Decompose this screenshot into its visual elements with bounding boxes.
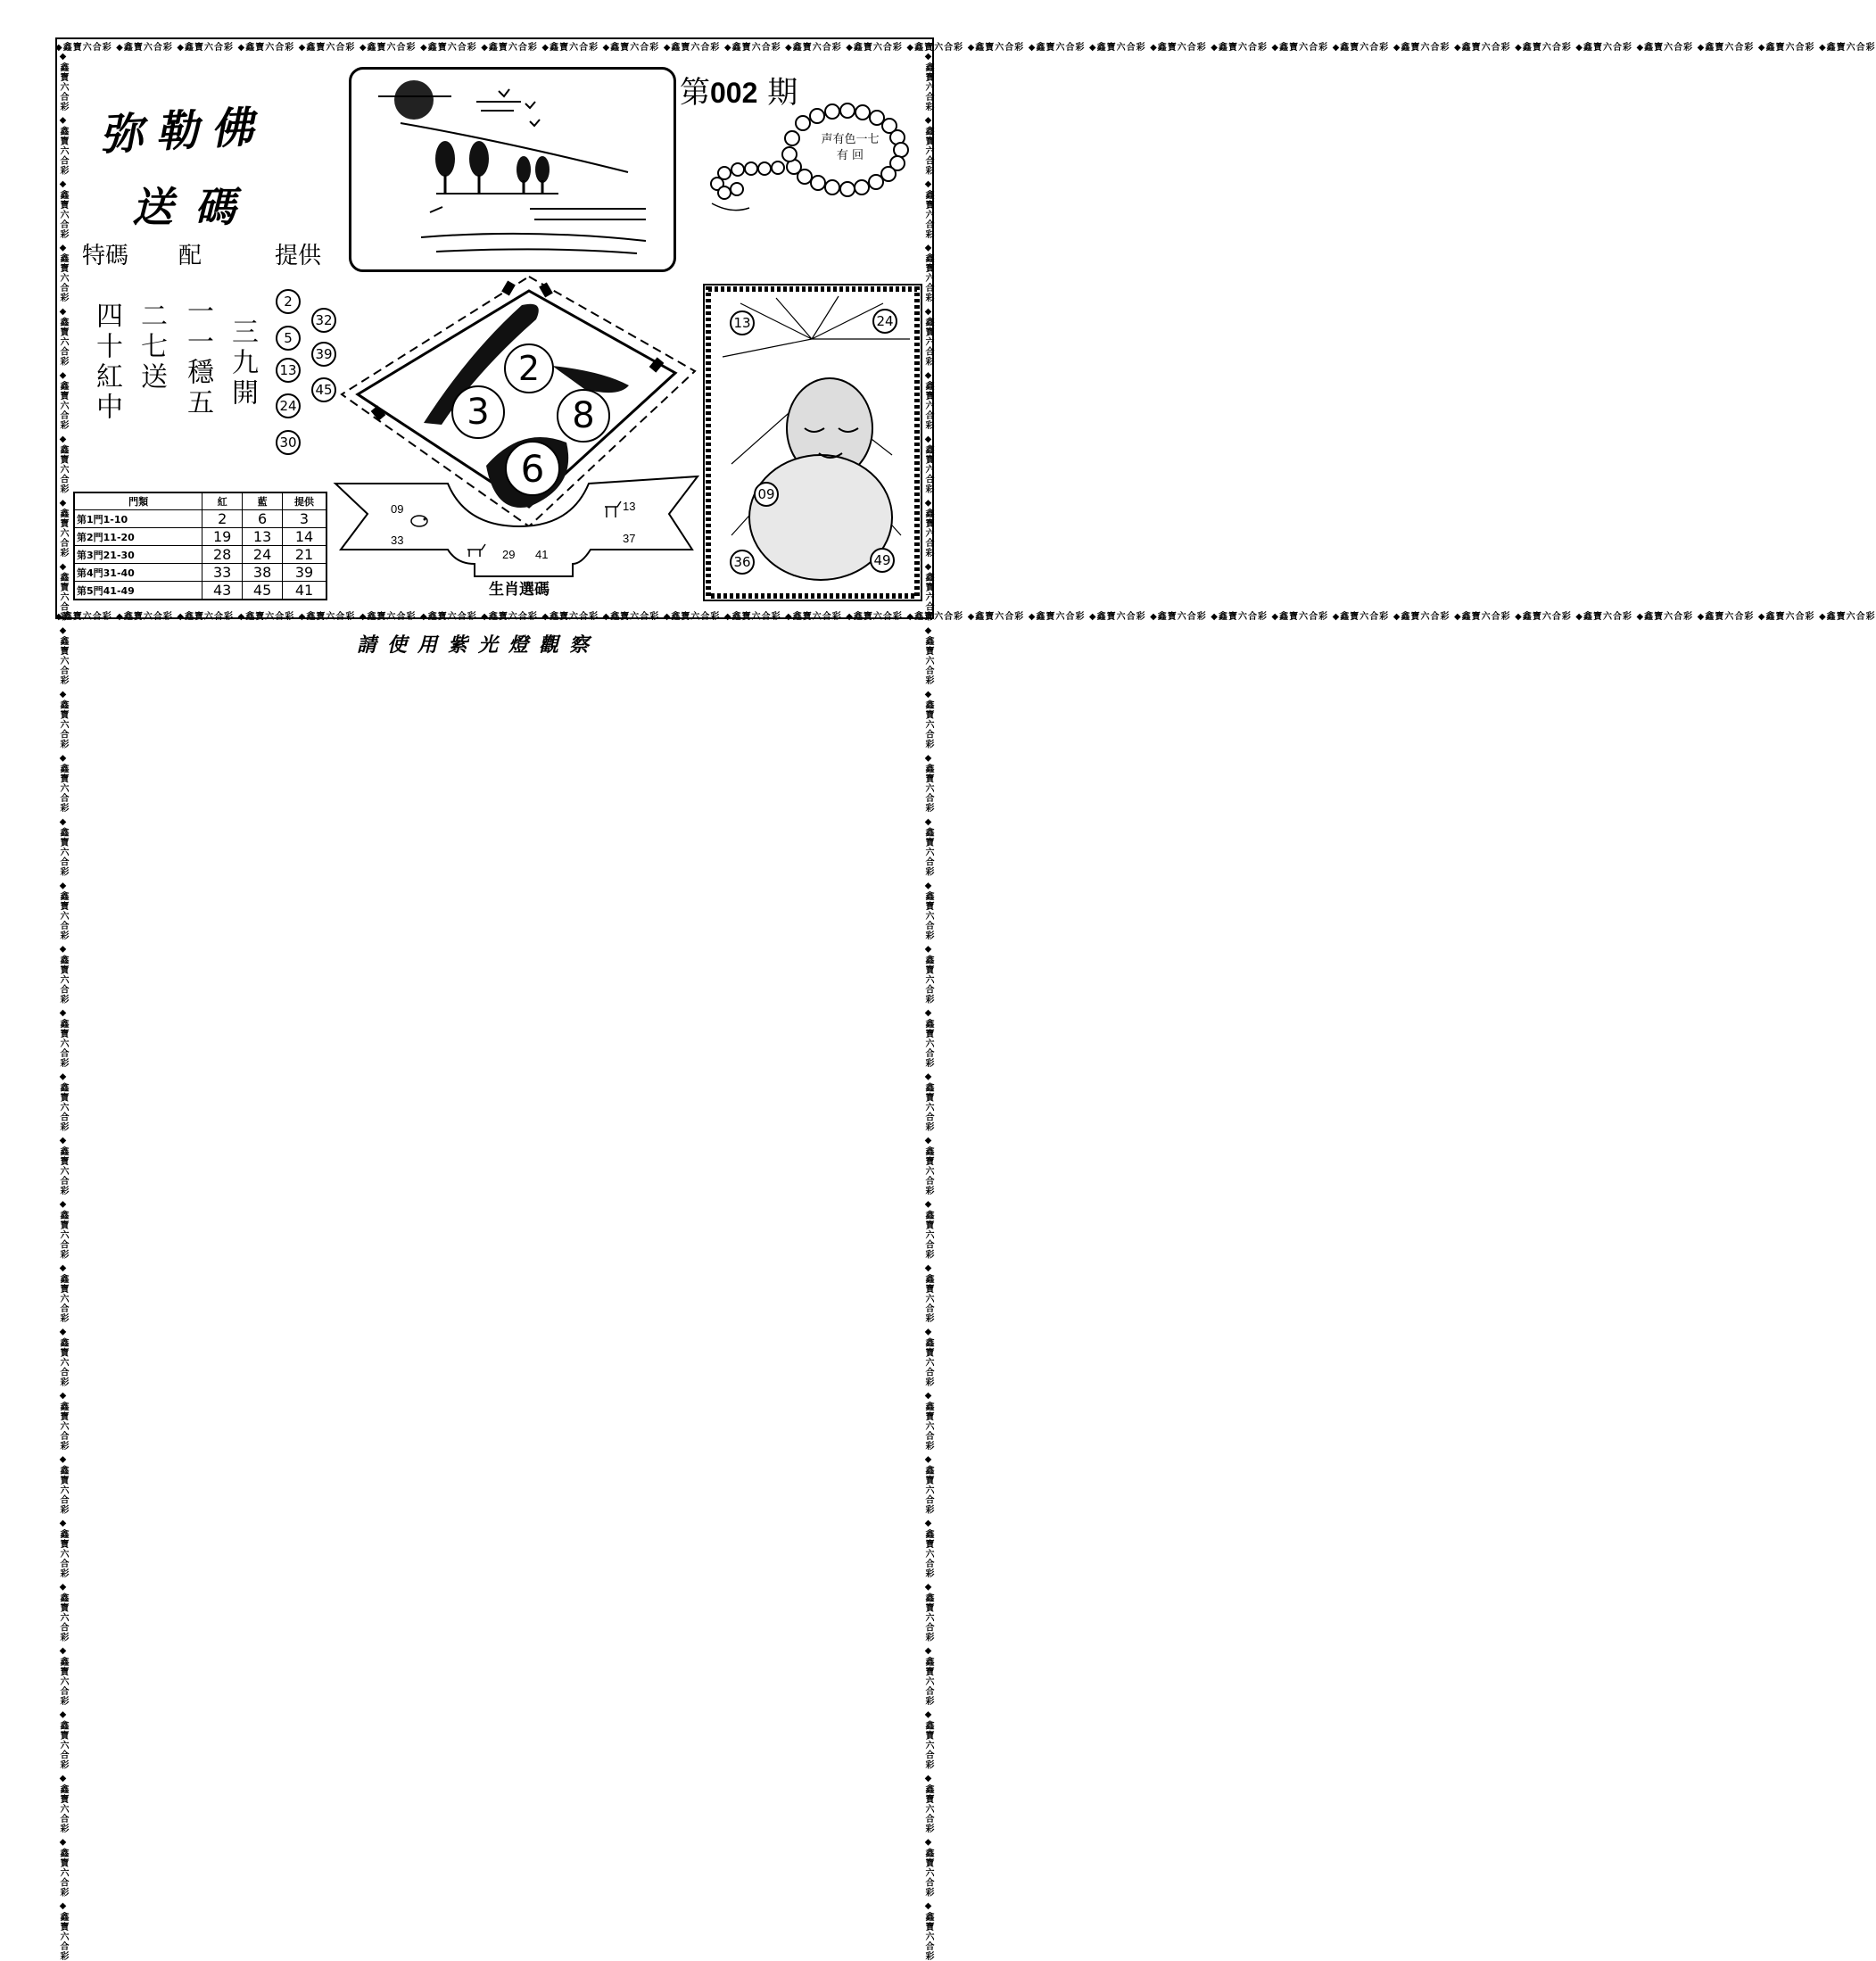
banner-number: 37 [623,532,636,545]
buddha-number: 49 [870,548,895,573]
border-strip-top: ◆鑫寶六合彩 ◆鑫寶六合彩 ◆鑫寶六合彩 ◆鑫寶六合彩 ◆鑫寶六合彩 ◆鑫寶六合彩 ◆鑫寶六合彩 ◆鑫寶六合彩 ◆鑫寶六合彩 ◆鑫寶六合彩 ◆鑫寶六合彩 ◆鑫寶六合彩 ◆鑫寶六合彩 ◆鑫寶六合彩 ◆鑫寶六合彩 ◆鑫寶六合彩 ◆鑫寶六合彩 ◆鑫寶六合彩 ◆鑫寶六合彩 ◆鑫寶六合彩 ◆鑫寶六合彩 ◆鑫寶六合彩 ◆鑫寶六合彩 ◆鑫寶六合彩 ◆鑫寶六合彩 ◆鑫寶六合彩 ◆鑫寶六合彩 ◆鑫寶六合彩 ◆鑫寶六合彩 ◆鑫寶六合彩 [55,43,1876,53]
bird-icon [525,102,535,108]
table-cell: 21 [283,546,326,564]
page-title: 弥勒佛 [98,102,268,161]
buddha-number: 36 [730,550,755,575]
diamond-number-left: 3 [451,385,505,439]
buddha-number: 13 [730,310,755,335]
table-row [74,546,326,564]
table-cell: 第2門11-20 [74,528,202,546]
verse-line-4: 三九開 [227,318,258,409]
table-header: 門類 [74,492,202,510]
banner-number: 33 [391,534,404,547]
table-cell: 43 [202,582,243,600]
table-header: 紅 [202,492,243,510]
table-cell: 33 [202,564,243,582]
circle-number: 5 [276,326,301,351]
number-table [73,492,327,600]
table-header: 藍 [243,492,283,510]
beads-caption: 声有色一七 有 回 [821,133,880,162]
table-cell: 24 [243,546,283,564]
border-strip-right: ◆鑫寶六合彩 ◆鑫寶六合彩 ◆鑫寶六合彩 ◆鑫寶六合彩 ◆鑫寶六合彩 ◆鑫寶六合彩 ◆鑫寶六合彩 ◆鑫寶六合彩 ◆鑫寶六合彩 ◆鑫寶六合彩 ◆鑫寶六合彩 ◆鑫寶六合彩 ◆鑫寶六合彩 ◆鑫寶六合彩 ◆鑫寶六合彩 ◆鑫寶六合彩 ◆鑫寶六合彩 ◆鑫寶六合彩 ◆鑫寶六合彩 ◆鑫寶六合彩 ◆鑫寶六合彩 ◆鑫寶六合彩 ◆鑫寶六合彩 ◆鑫寶六合彩 ◆鑫寶六合彩 ◆鑫寶六合彩 ◆鑫寶六合彩 ◆鑫寶六合彩 ◆鑫寶六合彩 ◆鑫寶六合彩 [923,52,933,1961]
landscape-illustration [349,67,676,272]
circle-number: 45 [311,377,336,402]
table-row [74,564,326,582]
sun-icon [394,80,434,120]
diamond-number-top: 2 [504,343,554,393]
table-row [74,582,326,600]
table-cell: 45 [243,582,283,600]
verse-line-1: 四十紅中 [91,302,122,423]
table-cell: 第1門1-10 [74,510,202,528]
banner-number: 41 [535,548,549,561]
circle-number: 13 [276,358,301,383]
label-pei: 配 [178,243,202,269]
landscape-svg [351,70,674,269]
banner-label: 生肖選碼 [489,581,550,599]
banner-number: 29 [502,548,516,561]
issue-number: 第002 期 [680,75,798,111]
table-cell: 第5門41-49 [74,582,202,600]
banner-number: 09 [391,502,404,516]
bird-icon [499,89,509,96]
circle-number: 32 [311,308,336,333]
table-cell: 14 [283,528,326,546]
page-subtitle: 送碼 [132,183,257,231]
table-row [74,510,326,528]
table-cell: 13 [243,528,283,546]
table-cell: 41 [283,582,326,600]
rat-icon [411,516,427,526]
footer-note: 請使用紫光燈觀察 [357,633,600,657]
table-cell: 19 [202,528,243,546]
bird-icon [530,120,540,126]
table-row [74,528,326,546]
circle-number: 2 [276,289,301,314]
diamond-number-bottom: 6 [505,441,560,496]
border-strip-bottom: ◆鑫寶六合彩 ◆鑫寶六合彩 ◆鑫寶六合彩 ◆鑫寶六合彩 ◆鑫寶六合彩 ◆鑫寶六合彩 ◆鑫寶六合彩 ◆鑫寶六合彩 ◆鑫寶六合彩 ◆鑫寶六合彩 ◆鑫寶六合彩 ◆鑫寶六合彩 ◆鑫寶六合彩 ◆鑫寶六合彩 ◆鑫寶六合彩 ◆鑫寶六合彩 ◆鑫寶六合彩 ◆鑫寶六合彩 ◆鑫寶六合彩 ◆鑫寶六合彩 ◆鑫寶六合彩 ◆鑫寶六合彩 ◆鑫寶六合彩 ◆鑫寶六合彩 ◆鑫寶六合彩 ◆鑫寶六合彩 ◆鑫寶六合彩 ◆鑫寶六合彩 ◆鑫寶六合彩 ◆鑫寶六合彩 [55,612,1876,622]
label-tema: 特碼 [82,243,129,269]
buddha-number: 24 [872,309,897,334]
table-cell: 6 [243,510,283,528]
label-tigong: 提供 [275,243,322,269]
circle-number: 24 [276,393,301,418]
circle-number: 39 [311,342,336,367]
diamond-number-right: 8 [557,389,610,443]
circle-number: 30 [276,430,301,455]
table-cell: 第3門21-30 [74,546,202,564]
buddha-number: 09 [754,482,779,507]
table-cell: 38 [243,564,283,582]
verse-line-2: 二七送 [136,302,167,393]
table-cell: 2 [202,510,243,528]
table-header-row [74,492,326,510]
table-cell: 第4門31-40 [74,564,202,582]
verse-line-3: 一一穩五 [182,297,213,418]
table-cell: 3 [283,510,326,528]
table-cell: 28 [202,546,243,564]
table-cell: 39 [283,564,326,582]
border-strip-left: ◆鑫寶六合彩 ◆鑫寶六合彩 ◆鑫寶六合彩 ◆鑫寶六合彩 ◆鑫寶六合彩 ◆鑫寶六合彩 ◆鑫寶六合彩 ◆鑫寶六合彩 ◆鑫寶六合彩 ◆鑫寶六合彩 ◆鑫寶六合彩 ◆鑫寶六合彩 ◆鑫寶六合彩 ◆鑫寶六合彩 ◆鑫寶六合彩 ◆鑫寶六合彩 ◆鑫寶六合彩 ◆鑫寶六合彩 ◆鑫寶六合彩 ◆鑫寶六合彩 ◆鑫寶六合彩 ◆鑫寶六合彩 ◆鑫寶六合彩 ◆鑫寶六合彩 ◆鑫寶六合彩 ◆鑫寶六合彩 ◆鑫寶六合彩 ◆鑫寶六合彩 ◆鑫寶六合彩 ◆鑫寶六合彩 [58,52,68,1961]
banner-number: 13 [623,500,636,513]
table-header: 提供 [283,492,326,510]
